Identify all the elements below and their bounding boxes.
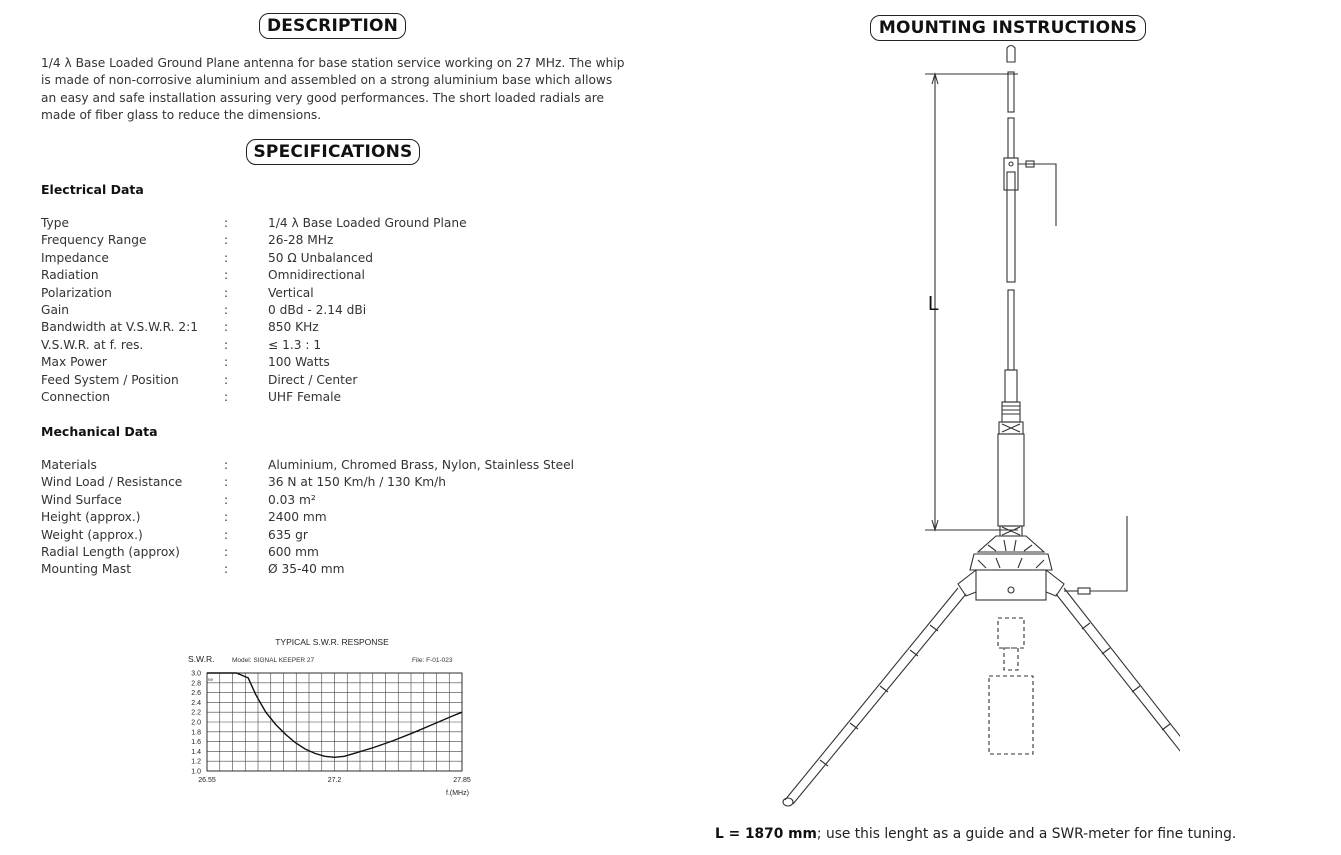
spec-label: Materials (41, 458, 97, 472)
spec-value: 1/4 λ Base Loaded Ground Plane (268, 216, 467, 230)
spec-label: V.S.W.R. at f. res. (41, 337, 144, 352)
spec-separator: : (224, 389, 229, 404)
spec-value: UHF Female (268, 389, 342, 404)
y-tick-label: 1.6 (191, 739, 201, 747)
y-tick-label: 1.8 (191, 729, 201, 737)
chart-corner-mark: ne (208, 677, 214, 682)
spec-label: Gain (41, 302, 70, 317)
spec-separator: : (224, 233, 229, 248)
y-tick-label: 1.4 (191, 748, 201, 756)
spec-value: Direct / Center (268, 372, 358, 387)
y-tick-label: 2.8 (191, 680, 201, 688)
spec-label: Height (approx.) (41, 510, 141, 525)
spec-label: Mounting Mast (41, 562, 132, 577)
spec-value: 36 N at 150 Km/h / 130 Km/h (268, 475, 447, 490)
chart-y-ticks (191, 671, 201, 776)
spec-value: 50 Ω Unbalanced (268, 250, 373, 265)
mechanical-data-heading: Mechanical Data (41, 424, 158, 439)
spec-value: ≤ 1.3 : 1 (268, 337, 322, 352)
spec-separator: : (224, 337, 229, 352)
spec-label: Feed System / Position (41, 372, 179, 387)
spec-value: 0.03 m² (268, 492, 316, 507)
spec-label: Impedance (41, 250, 109, 265)
dimension-label: L (928, 293, 940, 315)
whip (998, 72, 1056, 536)
x-tick-label: 27.85 (453, 777, 471, 784)
spec-value: Vertical (268, 285, 314, 300)
y-tick-label: 1.2 (191, 758, 201, 766)
chart-model-label: Model: SIGNAL KEEPER 27 (232, 657, 315, 664)
spec-separator: : (224, 285, 229, 300)
y-tick-label: 2.2 (191, 709, 201, 717)
mounting-mast (989, 618, 1033, 754)
chart-xlabel: f.(MHz) (446, 790, 469, 797)
spec-label: Frequency Range (41, 233, 147, 248)
spec-value: 100 Watts (268, 355, 330, 370)
spec-label: Connection (41, 389, 110, 404)
left-radial (783, 588, 966, 806)
spec-separator: : (224, 492, 229, 507)
swr-chart (180, 633, 480, 798)
spec-label: Wind Load / Resistance (41, 475, 183, 490)
electrical-data-heading: Electrical Data (41, 182, 144, 197)
x-tick-label: 26.55 (198, 777, 216, 784)
spec-separator: : (224, 302, 229, 317)
y-tick-label: 1.0 (191, 768, 201, 776)
y-tick-label: 2.6 (191, 690, 201, 698)
spec-value: 850 KHz (268, 320, 319, 335)
spec-label: Max Power (41, 355, 107, 370)
length-note (715, 826, 1236, 842)
y-tick-label: 3.0 (191, 670, 201, 678)
base-hub (958, 516, 1127, 600)
whip-tip (1007, 46, 1015, 63)
y-tick-label: 2.0 (191, 719, 201, 727)
spec-separator: : (224, 268, 229, 283)
spec-value: 0 dBd - 2.14 dBi (268, 302, 367, 317)
right-radial (1056, 588, 1180, 804)
spec-value: Omnidirectional (268, 268, 365, 283)
spec-separator: : (224, 216, 229, 230)
spec-value: 26-28 MHz (268, 233, 334, 248)
spec-separator: : (224, 250, 229, 265)
spec-separator: : (224, 372, 229, 387)
specifications-title: SPECIFICATIONS (246, 139, 420, 165)
chart-x-ticks (198, 777, 471, 784)
chart-ylabel: S.W.R. (188, 654, 215, 664)
length-note-value: L = 1870 mm (715, 826, 817, 842)
y-tick-label: 2.4 (191, 699, 201, 707)
spec-separator: : (224, 562, 229, 577)
spec-separator: : (224, 458, 229, 472)
antenna-mounting-diagram (760, 40, 1180, 830)
spec-label: Radial Length (approx) (41, 544, 180, 559)
spec-separator: : (224, 544, 229, 559)
spec-separator: : (224, 475, 229, 490)
x-tick-label: 27.2 (327, 777, 342, 784)
chart-title: TYPICAL S.W.R. RESPONSE (275, 637, 389, 647)
chart-grid (207, 673, 462, 771)
description-text: 1/4 λ Base Loaded Ground Plane antenna for base station service working on 27 MHz. The whip is made of non-corrosive aluminium and assembled on a strong aluminium base which allows an easy and safe installation assuring very good performances. The short loaded radials are made of fiber glass to reduce the dimensions. (41, 56, 625, 122)
spec-label: Weight (approx.) (41, 527, 143, 542)
spec-separator: : (224, 510, 229, 525)
mounting-instructions-title: MOUNTING INSTRUCTIONS (870, 15, 1146, 41)
spec-label: Bandwidth at V.S.W.R. 2:1 (41, 320, 199, 335)
spec-label: Type (41, 216, 69, 230)
spec-value: 600 mm (268, 544, 319, 559)
spec-label: Wind Surface (41, 492, 122, 507)
chart-file-label: File: F-01-023 (412, 657, 453, 664)
spec-value: Aluminium, Chromed Brass, Nylon, Stainless Steel (268, 458, 574, 472)
spec-label: Radiation (41, 268, 99, 283)
length-note-text: ; use this lenght as a guide and a SWR-meter for fine tuning. (816, 826, 1237, 842)
spec-separator: : (224, 355, 229, 370)
spec-separator: : (224, 527, 229, 542)
description-title: DESCRIPTION (259, 13, 406, 39)
spec-label: Polarization (41, 285, 112, 300)
spec-value: 2400 mm (268, 510, 327, 525)
spec-separator: : (224, 320, 229, 335)
spec-value: Ø 35-40 mm (268, 562, 345, 577)
spec-value: 635 gr (268, 527, 308, 542)
